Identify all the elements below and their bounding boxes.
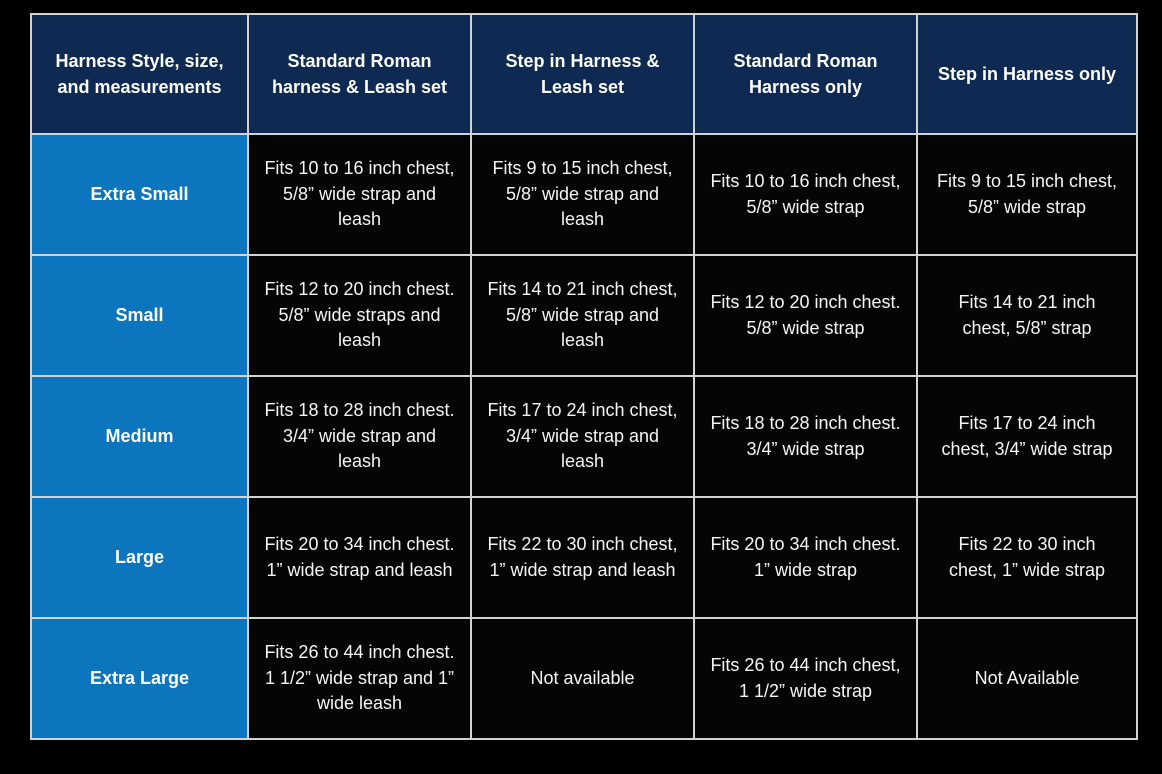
cell-extra-large-standard-roman-only: Fits 26 to 44 inch chest, 1 1/2” wide strap <box>694 618 917 739</box>
harness-sizing-table <box>30 13 1138 740</box>
row-header-large: Large <box>31 497 248 618</box>
cell-small-standard-roman-set: Fits 12 to 20 inch chest. 5/8” wide straps and leash <box>248 255 471 376</box>
cell-medium-step-in-only: Fits 17 to 24 inch chest, 3/4” wide strap <box>917 376 1137 497</box>
row-header-extra-large: Extra Large <box>31 618 248 739</box>
cell-extra-small-standard-roman-only: Fits 10 to 16 inch chest, 5/8” wide strap <box>694 134 917 255</box>
cell-small-step-in-set: Fits 14 to 21 inch chest, 5/8” wide strap and leash <box>471 255 694 376</box>
column-header-step-in-leash-set: Step in Harness & Leash set <box>471 14 694 134</box>
cell-extra-large-standard-roman-set: Fits 26 to 44 inch chest. 1 1/2” wide strap and 1” wide leash <box>248 618 471 739</box>
cell-extra-small-standard-roman-set: Fits 10 to 16 inch chest, 5/8” wide strap and leash <box>248 134 471 255</box>
cell-medium-step-in-set: Fits 17 to 24 inch chest, 3/4” wide strap and leash <box>471 376 694 497</box>
cell-small-step-in-only: Fits 14 to 21 inch chest, 5/8” strap <box>917 255 1137 376</box>
table-row-small <box>31 255 1137 376</box>
cell-large-step-in-set: Fits 22 to 30 inch chest, 1” wide strap and leash <box>471 497 694 618</box>
column-header-step-in-only: Step in Harness only <box>917 14 1137 134</box>
cell-large-standard-roman-set: Fits 20 to 34 inch chest. 1” wide strap and leash <box>248 497 471 618</box>
table-row-extra-large <box>31 618 1137 739</box>
row-header-extra-small: Extra Small <box>31 134 248 255</box>
cell-extra-small-step-in-set: Fits 9 to 15 inch chest, 5/8” wide strap and leash <box>471 134 694 255</box>
cell-extra-large-step-in-only: Not Available <box>917 618 1137 739</box>
cell-small-standard-roman-only: Fits 12 to 20 inch chest. 5/8” wide strap <box>694 255 917 376</box>
table-row-medium <box>31 376 1137 497</box>
cell-extra-small-step-in-only: Fits 9 to 15 inch chest, 5/8” wide strap <box>917 134 1137 255</box>
row-header-medium: Medium <box>31 376 248 497</box>
column-header-standard-roman-leash-set: Standard Roman harness & Leash set <box>248 14 471 134</box>
table-row-large <box>31 497 1137 618</box>
sizing-table-container <box>30 13 1136 740</box>
row-header-small: Small <box>31 255 248 376</box>
column-header-standard-roman-only: Standard Roman Harness only <box>694 14 917 134</box>
table-row-extra-small <box>31 134 1137 255</box>
cell-medium-standard-roman-only: Fits 18 to 28 inch chest. 3/4” wide strap <box>694 376 917 497</box>
cell-large-step-in-only: Fits 22 to 30 inch chest, 1” wide strap <box>917 497 1137 618</box>
column-header-style-size: Harness Style, size, and measurements <box>31 14 248 134</box>
cell-medium-standard-roman-set: Fits 18 to 28 inch chest. 3/4” wide strap and leash <box>248 376 471 497</box>
cell-large-standard-roman-only: Fits 20 to 34 inch chest. 1” wide strap <box>694 497 917 618</box>
cell-extra-large-step-in-set: Not available <box>471 618 694 739</box>
header-row <box>31 14 1137 134</box>
